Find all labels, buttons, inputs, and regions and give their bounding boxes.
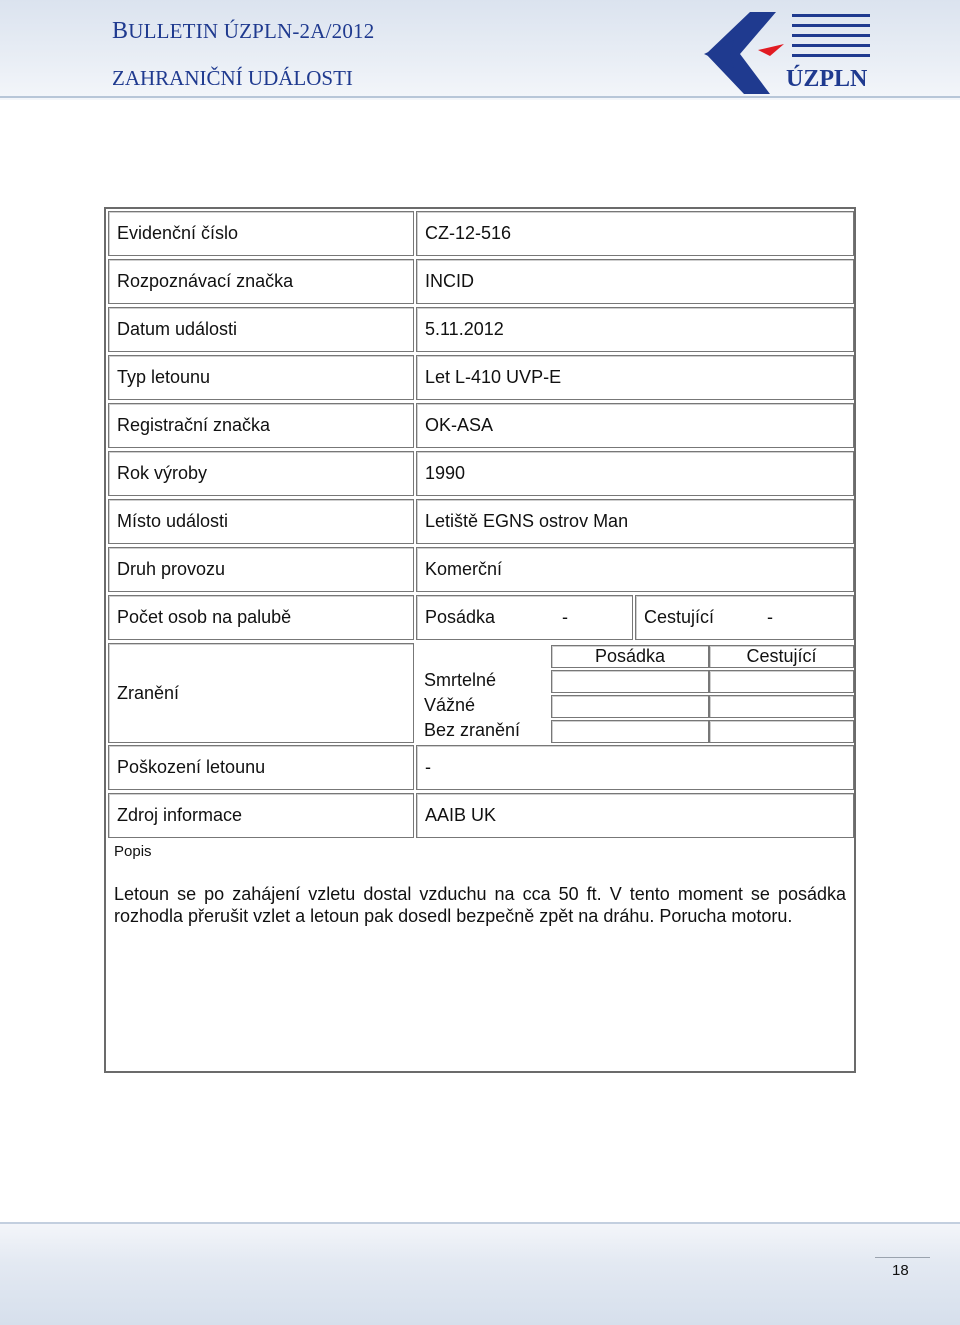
label-persons-on-board: Počet osob na palubě — [108, 595, 414, 640]
injury-col-crew: Posádka — [551, 645, 709, 668]
crew-count: - — [562, 607, 568, 627]
label-event-date: Datum události — [108, 307, 414, 352]
value-record-number: CZ-12-516 — [416, 211, 854, 256]
passenger-count-cell — [635, 595, 854, 640]
injury-fatal-passengers — [709, 670, 854, 693]
label-identification-mark: Rozpoznávací značka — [108, 259, 414, 304]
value-information-source: AAIB UK — [416, 793, 854, 838]
injury-none-label: Bez zranění — [424, 720, 521, 740]
value-manufacture-year: 1990 — [416, 451, 854, 496]
label-information-source: Zdroj informace — [108, 793, 414, 838]
crew-count-cell — [416, 595, 633, 640]
passengers-label: Cestující — [644, 607, 715, 627]
injury-col-passengers: Cestující — [709, 645, 854, 668]
injury-serious-passengers — [709, 695, 854, 718]
incident-form — [104, 207, 856, 1073]
footer-divider — [0, 1222, 960, 1224]
value-aircraft-type: Let L-410 UVP-E — [416, 355, 854, 400]
label-description: Popis — [114, 843, 152, 860]
description-text: Letoun se po zahájení vzletu dostal vzduchu na cca 50 ft. V tento moment se posádka rozhodla přerušit vzlet a letoun pak dosedl bezpečně zpět na dráhu. Porucha motoru. — [114, 884, 846, 926]
label-aircraft-type: Typ letounu — [108, 355, 414, 400]
passenger-count: - — [767, 607, 773, 627]
logo-text: ÚZPLN — [786, 66, 868, 92]
injury-serious-label: Vážné — [424, 695, 476, 715]
label-aircraft-damage: Poškození letounu — [108, 745, 414, 790]
value-aircraft-damage: - — [416, 745, 854, 790]
value-event-date: 5.11.2012 — [416, 307, 854, 352]
page-number-rule — [875, 1257, 930, 1258]
label-registration: Registrační značka — [108, 403, 414, 448]
label-manufacture-year: Rok výroby — [108, 451, 414, 496]
injury-none-crew — [551, 720, 709, 743]
crew-label: Posádka — [425, 607, 496, 627]
bulletin-title: BULLETIN ÚZPLN-2A/2012 — [112, 18, 375, 44]
section-title: ZAHRANIČNÍ UDÁLOSTI — [112, 66, 353, 90]
value-identification-mark: INCID — [416, 259, 854, 304]
label-record-number: Evidenční číslo — [108, 211, 414, 256]
value-operation-type: Komerční — [416, 547, 854, 592]
injury-fatal-crew — [551, 670, 709, 693]
label-injuries: Zranění — [108, 643, 414, 743]
header-divider — [0, 96, 960, 98]
value-event-location: Letiště EGNS ostrov Man — [416, 499, 854, 544]
label-operation-type: Druh provozu — [108, 547, 414, 592]
label-event-location: Místo události — [108, 499, 414, 544]
page-footer — [0, 1222, 960, 1325]
injury-fatal-label: Smrtelné — [424, 670, 497, 690]
page-number: 18 — [892, 1262, 909, 1279]
injury-none-passengers — [709, 720, 854, 743]
injury-serious-crew — [551, 695, 709, 718]
value-registration: OK-ASA — [416, 403, 854, 448]
